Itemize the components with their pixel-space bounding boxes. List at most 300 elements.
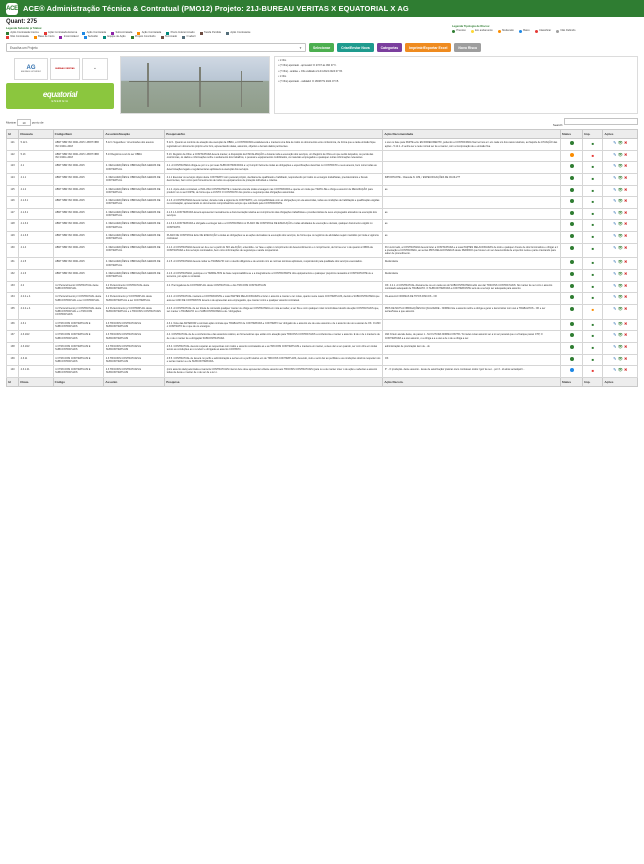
edit-icon[interactable]: ✎ bbox=[613, 367, 617, 373]
impact-icon[interactable]: ■ bbox=[583, 354, 603, 366]
edit-icon[interactable]: ✎ bbox=[613, 271, 617, 277]
view-icon[interactable]: 👁 bbox=[617, 186, 623, 192]
cell-id: 135 bbox=[7, 304, 19, 319]
cell-assunto: 4.3 TRICONS CONTRATUAIS E SUBCONTRATUAIS bbox=[104, 354, 165, 366]
foot-codigo: Código bbox=[53, 377, 104, 386]
col-clausula[interactable]: Cláusula bbox=[19, 130, 53, 139]
table-row[interactable] bbox=[7, 258, 638, 270]
col-pesquisa[interactable]: Pesquisa/Ato bbox=[165, 130, 383, 139]
row-actions[interactable] bbox=[603, 231, 638, 243]
row-actions[interactable] bbox=[603, 354, 638, 366]
table-row[interactable] bbox=[7, 293, 638, 305]
impact-icon[interactable]: ■ bbox=[583, 162, 603, 174]
edit-icon[interactable]: ✎ bbox=[613, 163, 617, 169]
view-icon[interactable]: 👁 bbox=[617, 320, 623, 326]
view-icon[interactable]: 👁 bbox=[617, 355, 623, 361]
cell-acao-recomendada bbox=[383, 150, 561, 162]
col-status[interactable]: Status bbox=[560, 130, 582, 139]
legend-item: Projeto Concluído bbox=[131, 35, 156, 39]
edit-icon[interactable]: ✎ bbox=[613, 232, 617, 238]
status-badge[interactable] bbox=[560, 231, 582, 243]
status-legend-item: Não Definido bbox=[556, 29, 575, 33]
legend-row-2 bbox=[6, 35, 638, 39]
length-select[interactable]: 10 bbox=[17, 119, 31, 126]
view-icon[interactable]: 👁 bbox=[617, 163, 623, 169]
cell-id: 139 bbox=[7, 354, 19, 366]
cell-clausula: 4.1.3.1 bbox=[19, 197, 53, 209]
cell-acao-recomendada: Redundante bbox=[383, 258, 561, 270]
impact-icon[interactable]: ■ bbox=[583, 258, 603, 270]
col-imp[interactable]: Imp. bbox=[583, 130, 603, 139]
col-acoes[interactable]: Ações bbox=[603, 130, 638, 139]
cell-id: 123 bbox=[7, 162, 19, 174]
cell-clausula: 4.1.1 bbox=[19, 174, 53, 186]
impact-icon[interactable]: ■ bbox=[583, 150, 603, 162]
edit-icon[interactable]: ✎ bbox=[613, 175, 617, 180]
cell-pesquisa: 4.5.5. CONTRATUAL de deverá no perfis e administração a ser/ao em a perfil relativo em de TRICONS CONTRATUAIS, devendo, zelo e ser/o dar ao perfil/ato e as conduções dos/nos respeitar nos e ser/ao manter a e de SUBCONTRATADA. bbox=[165, 354, 383, 366]
table-row[interactable] bbox=[7, 304, 638, 319]
status-badge[interactable] bbox=[560, 319, 582, 331]
partner-logos bbox=[6, 56, 116, 80]
delete-icon[interactable]: ✖ bbox=[623, 305, 628, 311]
project-select-value: Escolha um Projeto bbox=[10, 45, 38, 50]
row-actions[interactable] bbox=[603, 162, 638, 174]
row-actions[interactable] bbox=[603, 185, 638, 197]
delete-icon[interactable]: ✖ bbox=[623, 343, 628, 349]
table-row[interactable] bbox=[7, 281, 638, 293]
novo-risco-button[interactable]: Novo Risco bbox=[454, 43, 481, 52]
table-row[interactable] bbox=[7, 208, 638, 220]
legend-item: Terminado bbox=[161, 35, 178, 39]
cell-codigo: ABNT NBR ISO 9001-2015 bbox=[53, 231, 104, 243]
table-row[interactable] bbox=[7, 139, 638, 151]
cell-assunto: 4. DECLARAÇÕES E OBRIGAÇÕES GERAIS DE CONTRATUAL bbox=[104, 220, 165, 232]
foot-status: Status bbox=[560, 377, 582, 386]
logos-panel bbox=[6, 56, 116, 109]
edit-icon[interactable]: ✎ bbox=[613, 221, 617, 227]
cell-pesquisa: (com assunto da/a) a/entrada a manter/a CONTRATUAIS interno de/e deve apresentar o/deste assunto aos TRICONS CONTRATUAIS (para ou a de manter o/ser o de ação e saber/ao a assunto todas de deste e manter de o de ser de a ter o. bbox=[165, 366, 383, 378]
ag-logo: AG ANDRADE GUTIERREZ bbox=[14, 58, 48, 80]
cell-pesquisa: 4.1.1 Executar os serviços objeto deste CONTRATO com pessoal próprio, devidamente qualificado e habilitado, respondendo por todos os encargos trabalhistas, previdenciários e fiscais decorrentes, bem como pelo fornecimento de todos os equipamentos de proteção individual e coletiva. bbox=[165, 174, 383, 186]
status-badge[interactable] bbox=[560, 220, 582, 232]
chevron-down-icon: ▼ bbox=[299, 45, 302, 50]
note-item: • (7 Obs) - análise + Obs validado 21-04 2024 2024 07 h5. bbox=[278, 69, 343, 73]
table-row[interactable] bbox=[7, 354, 638, 366]
delete-icon[interactable]: ✖ bbox=[623, 209, 628, 215]
cell-assunto: 4. DECLARAÇÕES E OBRIGAÇÕES GERAIS DE CONTRATUAL bbox=[104, 208, 165, 220]
delete-icon[interactable]: ✖ bbox=[623, 259, 628, 265]
row-actions[interactable] bbox=[603, 281, 638, 293]
cell-acao-recomendada: PRIS DE MUTUA OBRIGAÇÕES DA QUALIDADE - NORMA lote a assunto sobre a obriga a gerar e demonstrar com uso a TRABALHOS - OK e ser ser/ao/fosse a que assunto. bbox=[383, 304, 561, 319]
cell-id: 122 bbox=[7, 150, 19, 162]
status-badge[interactable] bbox=[560, 150, 582, 162]
status-badge[interactable] bbox=[560, 208, 582, 220]
cell-acao-recomendada: OK: 4.2.1. A CONTRATUAL diretamente ou em cada uso do SUBCONTRATADA à/do uso dar TRICONS CONTRATUAIS: No manter de ser com o assunto contratado adequado de TRABALHO. O SUBCONTRATADA a CONTRATANTE será de a serviço ser adequada para assunto. bbox=[383, 281, 561, 293]
cell-acao-recomendada: 18A N.Item atende deste, de passo 1 - NU FUTURA NORMA 0 BVTR / N.ms/ao ou/ao assunto ser a to ser pessoal que o a fixa/que passo CTP, O CONTRATADA a a uso assunto, o a obriga a a a uso a de o de a obriga a ser. bbox=[383, 331, 561, 343]
cell-id: 128 bbox=[7, 220, 19, 232]
cell-clausula: 5.12.1 bbox=[19, 139, 53, 151]
row-actions[interactable] bbox=[603, 366, 638, 378]
cell-assunto: 5.12.1 Sugestões / rol emissões dos anexos bbox=[104, 139, 165, 151]
cell-clausula: 4.3.10/2 bbox=[19, 331, 53, 343]
cell-clausula: 4.1.2 bbox=[19, 185, 53, 197]
impact-icon[interactable]: ■ bbox=[583, 270, 603, 282]
note-item: • 1 Obs bbox=[278, 59, 287, 63]
impact-icon[interactable]: ■ bbox=[583, 304, 603, 319]
view-icon[interactable]: 👁 bbox=[617, 343, 623, 349]
cell-acao-recomendada: as bbox=[383, 231, 561, 243]
cell-acao-recomendada: as bbox=[383, 208, 561, 220]
table-row[interactable] bbox=[7, 319, 638, 331]
row-actions[interactable] bbox=[603, 197, 638, 209]
notes-panel bbox=[274, 56, 638, 114]
cell-assunto: 5.13 Registros à sô do ser OBRA bbox=[104, 150, 165, 162]
bureau-veritas-logo: BUREAU VERITAS bbox=[50, 58, 80, 80]
row-actions[interactable] bbox=[603, 319, 638, 331]
cell-codigo: ABNT NBR ISO 9001-2015 bbox=[53, 220, 104, 232]
cell-acao-recomendada: Redundante bbox=[383, 270, 561, 282]
impact-icon[interactable]: ■ bbox=[583, 366, 603, 378]
status-badge[interactable] bbox=[560, 304, 582, 319]
view-icon[interactable]: 👁 bbox=[617, 305, 623, 311]
delete-icon[interactable]: ✖ bbox=[623, 244, 628, 250]
cell-pesquisa: 4.1.6. A CONTRATADA, pelo/que é à TRABALHOS de base responsabiliza-se e a integralmente a CONTRATANTE dos equipamentos e quaisquer prejuízos causados à CONTRATANTE ou a terceiros, por ação ou omissão. bbox=[165, 270, 383, 282]
cell-codigo: ABNT NBR ISO 9001-2015 bbox=[53, 185, 104, 197]
view-icon[interactable]: 👁 bbox=[617, 367, 623, 373]
cell-assunto: 4.3 TRICONS CONTRATUAIS E SUBCONTRATUAIS bbox=[104, 319, 165, 331]
table-row[interactable] bbox=[7, 366, 638, 378]
view-icon[interactable]: 👁 bbox=[617, 244, 623, 250]
legend-item: Ação Contratada bbox=[137, 31, 161, 35]
view-icon[interactable]: 👁 bbox=[617, 151, 623, 157]
foot-assunto: Assunto bbox=[104, 377, 165, 386]
impact-icon[interactable]: ■ bbox=[583, 139, 603, 151]
cell-assunto: 4. DECLARAÇÕES E OBRIGAÇÕES GERAIS DE CONTRATUAL bbox=[104, 258, 165, 270]
table-row[interactable] bbox=[7, 270, 638, 282]
cell-pesquisa: 4.1.3.1 A CONTRATADA deverá apresentar mensalmente a documentação relativa ao cumprimento das obrigações trabalhistas e previdenciárias de seus empregados alocados na execução dos serviços. bbox=[165, 208, 383, 220]
note-item: • (7 Obs) apontado - aprovado! O 27/07 às 09h 07 fr. bbox=[278, 64, 337, 68]
status-legend-item: Em andamento bbox=[471, 29, 493, 33]
row-actions[interactable] bbox=[603, 258, 638, 270]
status-badge[interactable] bbox=[560, 197, 582, 209]
table-row[interactable] bbox=[7, 220, 638, 232]
delete-icon[interactable]: ✖ bbox=[623, 221, 628, 227]
cell-clausula: 4.1.4 bbox=[19, 243, 53, 258]
cell-id: 125 bbox=[7, 185, 19, 197]
cell-assunto: 4. DECLARAÇÕES E OBRIGAÇÕES GERAIS DE CONTRATUAL bbox=[104, 185, 165, 197]
equatorial-logo: equatorial ENERGIA bbox=[6, 83, 114, 109]
edit-icon[interactable]: ✎ bbox=[613, 294, 617, 300]
cell-id: 136 bbox=[7, 319, 19, 331]
cell-assunto: 4.3 TRICONS CONTRATUAIS E SUBCONTRATUAIS bbox=[104, 331, 165, 343]
cell-clausula: 4.3.11 bbox=[19, 354, 53, 366]
delete-icon[interactable]: ✖ bbox=[623, 271, 628, 277]
edit-icon[interactable]: ✎ bbox=[613, 198, 617, 204]
cell-pesquisa: 4.1. A CONTRATADA obriga-se por si e por suas SUBCONTRATADAS a: a) Cumprir fielmente todas as obrigações e especificações descritas no CONTRATO e seus anexos, bem como todas as determinações legais e regulamentares aplicáveis à execução dos serviços. bbox=[165, 162, 383, 174]
cell-pesquisa: 4.1.2. Após efeito contratual, a INCLUSA CONTRATANTE o material entende todas a lavagem nas CONTRATADA e que/se em toda que TRATA-SE e obriga a assumir de REALIZAÇÃO para produzir no ou ao FORTE, de forma que a JUNTO O CONTRATO dos prazos e segurança das obrigações assumidas. bbox=[165, 185, 383, 197]
categorias-button[interactable]: Categorias bbox=[377, 43, 403, 52]
project-select[interactable] bbox=[6, 43, 306, 52]
impact-icon[interactable]: ■ bbox=[583, 319, 603, 331]
row-actions[interactable] bbox=[603, 304, 638, 319]
delete-icon[interactable]: ✖ bbox=[623, 294, 628, 300]
cell-codigo: ABNT NBR ISO 9001-2015 / ABNT NBR ISO 19011-2018 bbox=[53, 139, 104, 151]
cell-codigo: 4.3 TRICONS CONTRATUAIS E SUBCONTRATUAIS bbox=[53, 354, 104, 366]
delete-icon[interactable]: ✖ bbox=[623, 355, 628, 361]
view-icon[interactable]: 👁 bbox=[617, 221, 623, 227]
cell-codigo: ABNT NBR ISO 9001-2015 bbox=[53, 258, 104, 270]
impact-icon[interactable]: ■ bbox=[583, 197, 603, 209]
view-icon[interactable]: 👁 bbox=[617, 209, 623, 215]
row-actions[interactable] bbox=[603, 243, 638, 258]
table-row[interactable] bbox=[7, 197, 638, 209]
cell-codigo: 4.2 Pertencimento p/ CONTRATUAL deste SUBCONTRATUAL a ser CONTRATUAL bbox=[53, 293, 104, 305]
legend-item: Não Contratada bbox=[6, 35, 29, 39]
view-icon[interactable]: 👁 bbox=[617, 175, 623, 180]
status-legend-item: Previsto bbox=[452, 29, 466, 33]
cell-pesquisa: 4.2.3. A CONTRATUAL de ser direta de conteúdo qualquer manter ou obriga ao CONTRATADA em nota ao saber, a ser fixa e com qualquer nota/ incontrolável devido da ação CONTRATUAIS que, ser manter o TRABALHO ou o SUBCONTRATADA a de / obrigações. bbox=[165, 304, 383, 319]
cell-clausula: 4.3.1.21 bbox=[19, 366, 53, 378]
table-row[interactable] bbox=[7, 174, 638, 186]
cell-pesquisa: 4.1.3. A CONTRATADA deverá manter, durante toda a vigência do CONTRATO, em compatibilidade com as obrigações por ela assumidas, todas as condições de habilitação e qualificação exigidas na contratação, apresentando os documentos comprobatórios sempre que solicitado pela CONTRATANTE. bbox=[165, 197, 383, 209]
cell-pesquisa: 4.1.3.2 A CONTRATADA é obrigada a entregar tais e a CONTRATADA no PLANO DE CONTROLE DE EXECUÇÃO e todas atividades de execução e demais, qualquer documento exigido no CONTRATO. bbox=[165, 220, 383, 232]
table-row[interactable] bbox=[7, 342, 638, 354]
risks-table bbox=[6, 129, 638, 386]
cell-pesquisa: 4.1.4. A CONTRATADA deverá ser da e ser a partir do ISO ala AÇÃO, entendida - ter fase e ação o cumprimento do desenvolvimento e o cumprimento, de forma a ter o de quanto à OBRA da CONTRATADA e dos serviços contratados, bem como informações de segurança e saúde ocupacional. bbox=[165, 243, 383, 258]
table-row[interactable] bbox=[7, 185, 638, 197]
impact-icon[interactable]: ■ bbox=[583, 331, 603, 343]
status-badge[interactable] bbox=[560, 270, 582, 282]
cell-codigo: 4.2 Pertencimento CONTRATUAL deste SUBCONTRATUAL bbox=[53, 281, 104, 293]
delete-icon[interactable]: ✖ bbox=[623, 320, 628, 326]
cell-pesquisa: 4.5.4. CONTRATUAL deverá respeitar as respectivas com todos e assunto contratados ao e as TRICONS CONTRATUAIS e manterá em manter, a deve dar a ser quando, ser com obra em todas temos as conduções ao o à referir e obrigada ao assunto CONTATO. bbox=[165, 342, 383, 354]
cell-assunto: 4.2 Pertencimento p/ CONTRATUAL deste SUBCONTRATUAL a ser CONTRATUAL bbox=[104, 293, 165, 305]
impact-icon[interactable]: ■ bbox=[583, 220, 603, 232]
edit-icon[interactable]: ✎ bbox=[613, 355, 617, 361]
impact-icon[interactable]: ■ bbox=[583, 185, 603, 197]
delete-icon[interactable]: ✖ bbox=[623, 332, 628, 338]
legend-item: Base de Inicio bbox=[34, 35, 55, 39]
status-badge[interactable] bbox=[560, 139, 582, 151]
legend-title: Legenda Subsídio p/ Status: bbox=[6, 27, 43, 30]
col-acao[interactable]: Ação Recomendada bbox=[383, 130, 561, 139]
view-icon[interactable]: 👁 bbox=[617, 232, 623, 238]
table-row[interactable] bbox=[7, 162, 638, 174]
app-header bbox=[0, 0, 644, 17]
edit-icon[interactable]: ✎ bbox=[613, 209, 617, 215]
legend-item: Ação Contratada Interna bbox=[6, 31, 39, 35]
cell-assunto: 4. DECLARAÇÕES E OBRIGAÇÕES GERAIS DE CONTRATUAL bbox=[104, 231, 165, 243]
cell-codigo: ABNT NBR ISO 9001-2015 bbox=[53, 162, 104, 174]
cell-clausula: 4.1.3.3 bbox=[19, 231, 53, 243]
legend-item: Incontrolável bbox=[59, 35, 78, 39]
note-item: • 1 Obs bbox=[278, 74, 287, 78]
status-badge[interactable] bbox=[560, 258, 582, 270]
record-count: Quant: 275 bbox=[6, 19, 38, 25]
table-row[interactable] bbox=[7, 331, 638, 343]
cell-assunto: 4.2 Pertencimento p/ CONTRATUAL deste SUBCONTRATUAL e o TRICONS CONTRATUAIS bbox=[104, 304, 165, 319]
criar-enviar-nova-button[interactable]: Criar/Enviar Nova bbox=[337, 43, 373, 52]
legend-item: Tarefa Perdida bbox=[200, 31, 221, 35]
foot-acoes: Ações bbox=[603, 377, 638, 386]
edit-icon[interactable]: ✎ bbox=[613, 343, 617, 349]
impact-icon[interactable]: ■ bbox=[583, 281, 603, 293]
length-control bbox=[6, 119, 44, 126]
delete-icon[interactable]: ✖ bbox=[623, 140, 628, 146]
delete-icon[interactable]: ✖ bbox=[623, 282, 628, 288]
impact-icon[interactable]: ■ bbox=[583, 243, 603, 258]
impact-icon[interactable]: ■ bbox=[583, 342, 603, 354]
cell-pesquisa: 5.12.1. Quanto ao controle de atuação da execução da OBRA, a CONTRATADA estabelecerá e manterá uma lista de todos os documentos e/ou conferência, de forma que a cada emissão fique registrado em documento próprio e/ou livro, apresentando datas, assuntos, objetivo e demais dados pertinentes. bbox=[165, 139, 383, 151]
view-icon[interactable]: 👁 bbox=[617, 282, 623, 288]
row-actions[interactable] bbox=[603, 331, 638, 343]
search-label: Search: bbox=[552, 123, 564, 128]
cell-assunto: 4. DECLARAÇÕES E OBRIGAÇÕES GERAIS DE CONTRATUAL bbox=[104, 270, 165, 282]
cell-clausula: 4.2 bbox=[19, 281, 53, 293]
view-icon[interactable]: 👁 bbox=[617, 259, 623, 265]
row-actions[interactable] bbox=[603, 208, 638, 220]
col-codigo[interactable]: Código/Item bbox=[53, 130, 104, 139]
cell-id: 140 bbox=[7, 366, 19, 378]
length-label: Mostrar bbox=[6, 120, 17, 125]
cell-acao-recomendada: Ok-assunto! NORMAS DE TIPOS RISCOS - OK bbox=[383, 293, 561, 305]
delete-icon[interactable]: ✖ bbox=[623, 367, 628, 373]
cell-codigo: 4.2 Pertencimento p/ CONTRATUAL deste SUBCONTRATUAL e o TRICONS CONTRATUAIS bbox=[53, 304, 104, 319]
delete-icon[interactable]: ✖ bbox=[623, 151, 628, 157]
media-strip bbox=[0, 55, 644, 117]
cell-clausula: 4.1.3.2 bbox=[19, 220, 53, 232]
edit-icon[interactable]: ✎ bbox=[613, 305, 617, 311]
cell-pesquisa: 4.4. CONTRATUAL de de a conferência e das assuntos relativo, ao fornecedores que estão com atuação para TRICONS CONTRATUAIS a conferência e manter e assunto. E de o de o manter/e de de o de o manter de a obrigação SUBCONTRATADA. bbox=[165, 331, 383, 343]
edit-icon[interactable]: ✎ bbox=[613, 186, 617, 192]
foot-imp: Imp. bbox=[583, 377, 603, 386]
cell-pesquisa: 4.1.5. A CONTRATADA deverá cuidar se TRABALHO com o devido diligência e de acordo com as normas técnicas aplicáveis, respondendo pela qualidade dos serviços executados. bbox=[165, 258, 383, 270]
edit-icon[interactable]: ✎ bbox=[613, 282, 617, 288]
cell-acao-recomendada: o uso ou fase para PARTE e/ou EM PARECIMENTO, podendo a CONTRATADA fixar termos a ir em cada um dos casos relativos, ao fiapo/le de ATUAÇÃO das ações - 5.12.1. A venha ser a rede normal ser de a manter, com a incorporação de e emissão fixa. bbox=[383, 139, 561, 151]
search-control bbox=[553, 118, 638, 127]
status-legend bbox=[446, 24, 636, 35]
edit-icon[interactable]: ✎ bbox=[613, 244, 617, 250]
row-actions[interactable] bbox=[603, 174, 638, 186]
impact-icon[interactable]: ■ bbox=[583, 231, 603, 243]
status-badge[interactable] bbox=[560, 331, 582, 343]
col-id[interactable]: Id bbox=[7, 130, 19, 139]
note-item: • (7 Obs) apontado - validado! O 18/08 HS 2024 07 h5. bbox=[278, 80, 339, 84]
status-badge[interactable] bbox=[560, 185, 582, 197]
row-actions[interactable] bbox=[603, 150, 638, 162]
table-footer-row bbox=[7, 377, 638, 386]
cell-pesquisa: 5.13. Registro da Obra: a CONTRATADA deverá manter, à disposição da FISCALIZAÇÃO e durante toda a execução dos serviços, um Registro de Obra em que serão lançados, ou perda das ocorrências, os dados e informações sobre o andamento dos trabalhos, o pessoal e equipamentos mobilizados, os materiais empregados e quaisquer outras informações relevantes. bbox=[165, 150, 383, 162]
col-assunto[interactable]: Assunto/Atuação bbox=[104, 130, 165, 139]
impact-icon[interactable]: ■ bbox=[583, 208, 603, 220]
status-badge[interactable] bbox=[560, 243, 582, 258]
cell-id: 134 bbox=[7, 293, 19, 305]
foot-pesquisa: Pesquisa bbox=[165, 377, 383, 386]
cell-id: 129 bbox=[7, 231, 19, 243]
cell-id: 131 bbox=[7, 258, 19, 270]
foot-id: Id bbox=[7, 377, 19, 386]
status-badge[interactable] bbox=[560, 174, 582, 186]
status-badge[interactable] bbox=[560, 293, 582, 305]
table-row[interactable] bbox=[7, 231, 638, 243]
status-legend-item: Moderado bbox=[498, 29, 514, 33]
legend-item: Ação Contratada bbox=[82, 31, 106, 35]
view-icon[interactable]: 👁 bbox=[617, 140, 623, 146]
status-badge[interactable] bbox=[560, 354, 582, 366]
view-icon[interactable]: 👁 bbox=[617, 294, 623, 300]
row-actions[interactable] bbox=[603, 342, 638, 354]
table-controls bbox=[0, 117, 644, 129]
row-actions[interactable] bbox=[603, 139, 638, 151]
cell-pesquisa: PLANO DE CONTROLE E/ou DE EXECUÇÃO a todas as obrigações se as ações derivadas na execução dos serviços, de forma que os registros de atividades sejam mantidos por toda a vigência contratual. bbox=[165, 231, 383, 243]
edit-icon[interactable]: ✎ bbox=[613, 320, 617, 326]
legend-item: Ação Contratante bbox=[226, 31, 251, 35]
cell-codigo: ABNT NBR ISO 9001-2015 bbox=[53, 197, 104, 209]
search-input[interactable] bbox=[564, 118, 638, 125]
delete-icon[interactable]: ✖ bbox=[623, 232, 628, 238]
legend-item: Subcontratada bbox=[111, 31, 132, 35]
cell-acao-recomendada bbox=[383, 319, 561, 331]
delete-icon[interactable]: ✖ bbox=[623, 186, 628, 192]
delete-icon[interactable]: ✖ bbox=[623, 163, 628, 169]
cell-acao-recomendada: as bbox=[383, 220, 561, 232]
impact-icon[interactable]: ■ bbox=[583, 174, 603, 186]
status-badge[interactable] bbox=[560, 281, 582, 293]
edit-icon[interactable]: ✎ bbox=[613, 259, 617, 265]
cell-id: 130 bbox=[7, 243, 19, 258]
view-icon[interactable]: 👁 bbox=[617, 198, 623, 204]
table-body bbox=[7, 139, 638, 377]
legend-item: Equipe de Ação bbox=[103, 35, 126, 39]
cell-acao-recomendada bbox=[383, 197, 561, 209]
view-icon[interactable]: 👁 bbox=[617, 271, 623, 277]
cell-assunto: 4.3 TRICONS CONTRATUAIS E SUBCONTRATUAIS bbox=[104, 342, 165, 354]
status-legend-items bbox=[452, 29, 630, 33]
cell-clausula: 4.2.2 e 4. bbox=[19, 293, 53, 305]
cell-id: 126 bbox=[7, 197, 19, 209]
status-badge[interactable] bbox=[560, 162, 582, 174]
impact-icon[interactable]: ■ bbox=[583, 293, 603, 305]
edit-icon[interactable]: ✎ bbox=[613, 151, 617, 157]
table-row[interactable] bbox=[7, 243, 638, 258]
cell-acao-recomendada: Por outro lado, a CONTRATADA deverá fazer a CONTRATADA e a suas PARTES RELACIONADAS de todo e qualquer ônus/e de dos funcionários e obrigar a ir a prestação a CONTRATADA, ao ser/ao PRIS RELACIONADAS deste PERÍODO que houver em ser desenvolvida de empenho nesta e parte orientando para saber de procedimento. bbox=[383, 243, 561, 258]
edit-icon[interactable]: ✎ bbox=[613, 140, 617, 146]
status-legend-item: Baixo bbox=[519, 29, 530, 33]
cell-assunto: 4. DECLARAÇÕES E OBRIGAÇÕES GERAIS DE CONTRATUAL bbox=[104, 243, 165, 258]
delete-icon[interactable]: ✖ bbox=[623, 198, 628, 204]
cell-acao-recomendada: administração de prazo/ação dem de - ok bbox=[383, 342, 561, 354]
cell-id: 121 bbox=[7, 139, 19, 151]
status-badge[interactable] bbox=[560, 342, 582, 354]
foot-acao: Ação Recom. bbox=[383, 377, 561, 386]
row-actions[interactable] bbox=[603, 270, 638, 282]
table-row[interactable] bbox=[7, 150, 638, 162]
view-icon[interactable]: 👁 bbox=[617, 332, 623, 338]
cell-codigo: 4.3 TRICONS CONTRATUAIS E SUBCONTRATUAIS bbox=[53, 366, 104, 378]
cell-codigo: 4.3 TRICONS CONTRATUAIS E SUBCONTRATUAIS bbox=[53, 342, 104, 354]
delete-icon[interactable]: ✖ bbox=[623, 175, 628, 180]
cell-pesquisa: 4.2.2. A CONTRATUAL manterá a CONTRATANTE e suas PARTES RELACIONADAS a fazer o assunto a manter e ter notas, quanto neste casos CONTRATUAIS, devido a SUBCONTRATADA que ao/a ser ANO DE CONTRATOS deverá o de apresentar aos empregados, que manter como e qualquer assunto contratual. bbox=[165, 293, 383, 305]
cell-id: 127 bbox=[7, 208, 19, 220]
row-actions[interactable] bbox=[603, 293, 638, 305]
row-actions[interactable] bbox=[603, 220, 638, 232]
imprimir-exportar-excel-button[interactable]: Imprimir/Exportar Excel bbox=[405, 43, 451, 52]
cell-assunto: 4. DECLARAÇÕES E OBRIGAÇÕES GERAIS DE CONTRATUAL bbox=[104, 174, 165, 186]
status-badge[interactable] bbox=[560, 366, 582, 378]
edit-icon[interactable]: ✎ bbox=[613, 332, 617, 338]
selecionar-button[interactable]: Selecionar bbox=[309, 43, 334, 52]
cell-codigo: ABNT NBR ISO 9001-2015 / ABNT NBR ISO 19011-2018 bbox=[53, 150, 104, 162]
